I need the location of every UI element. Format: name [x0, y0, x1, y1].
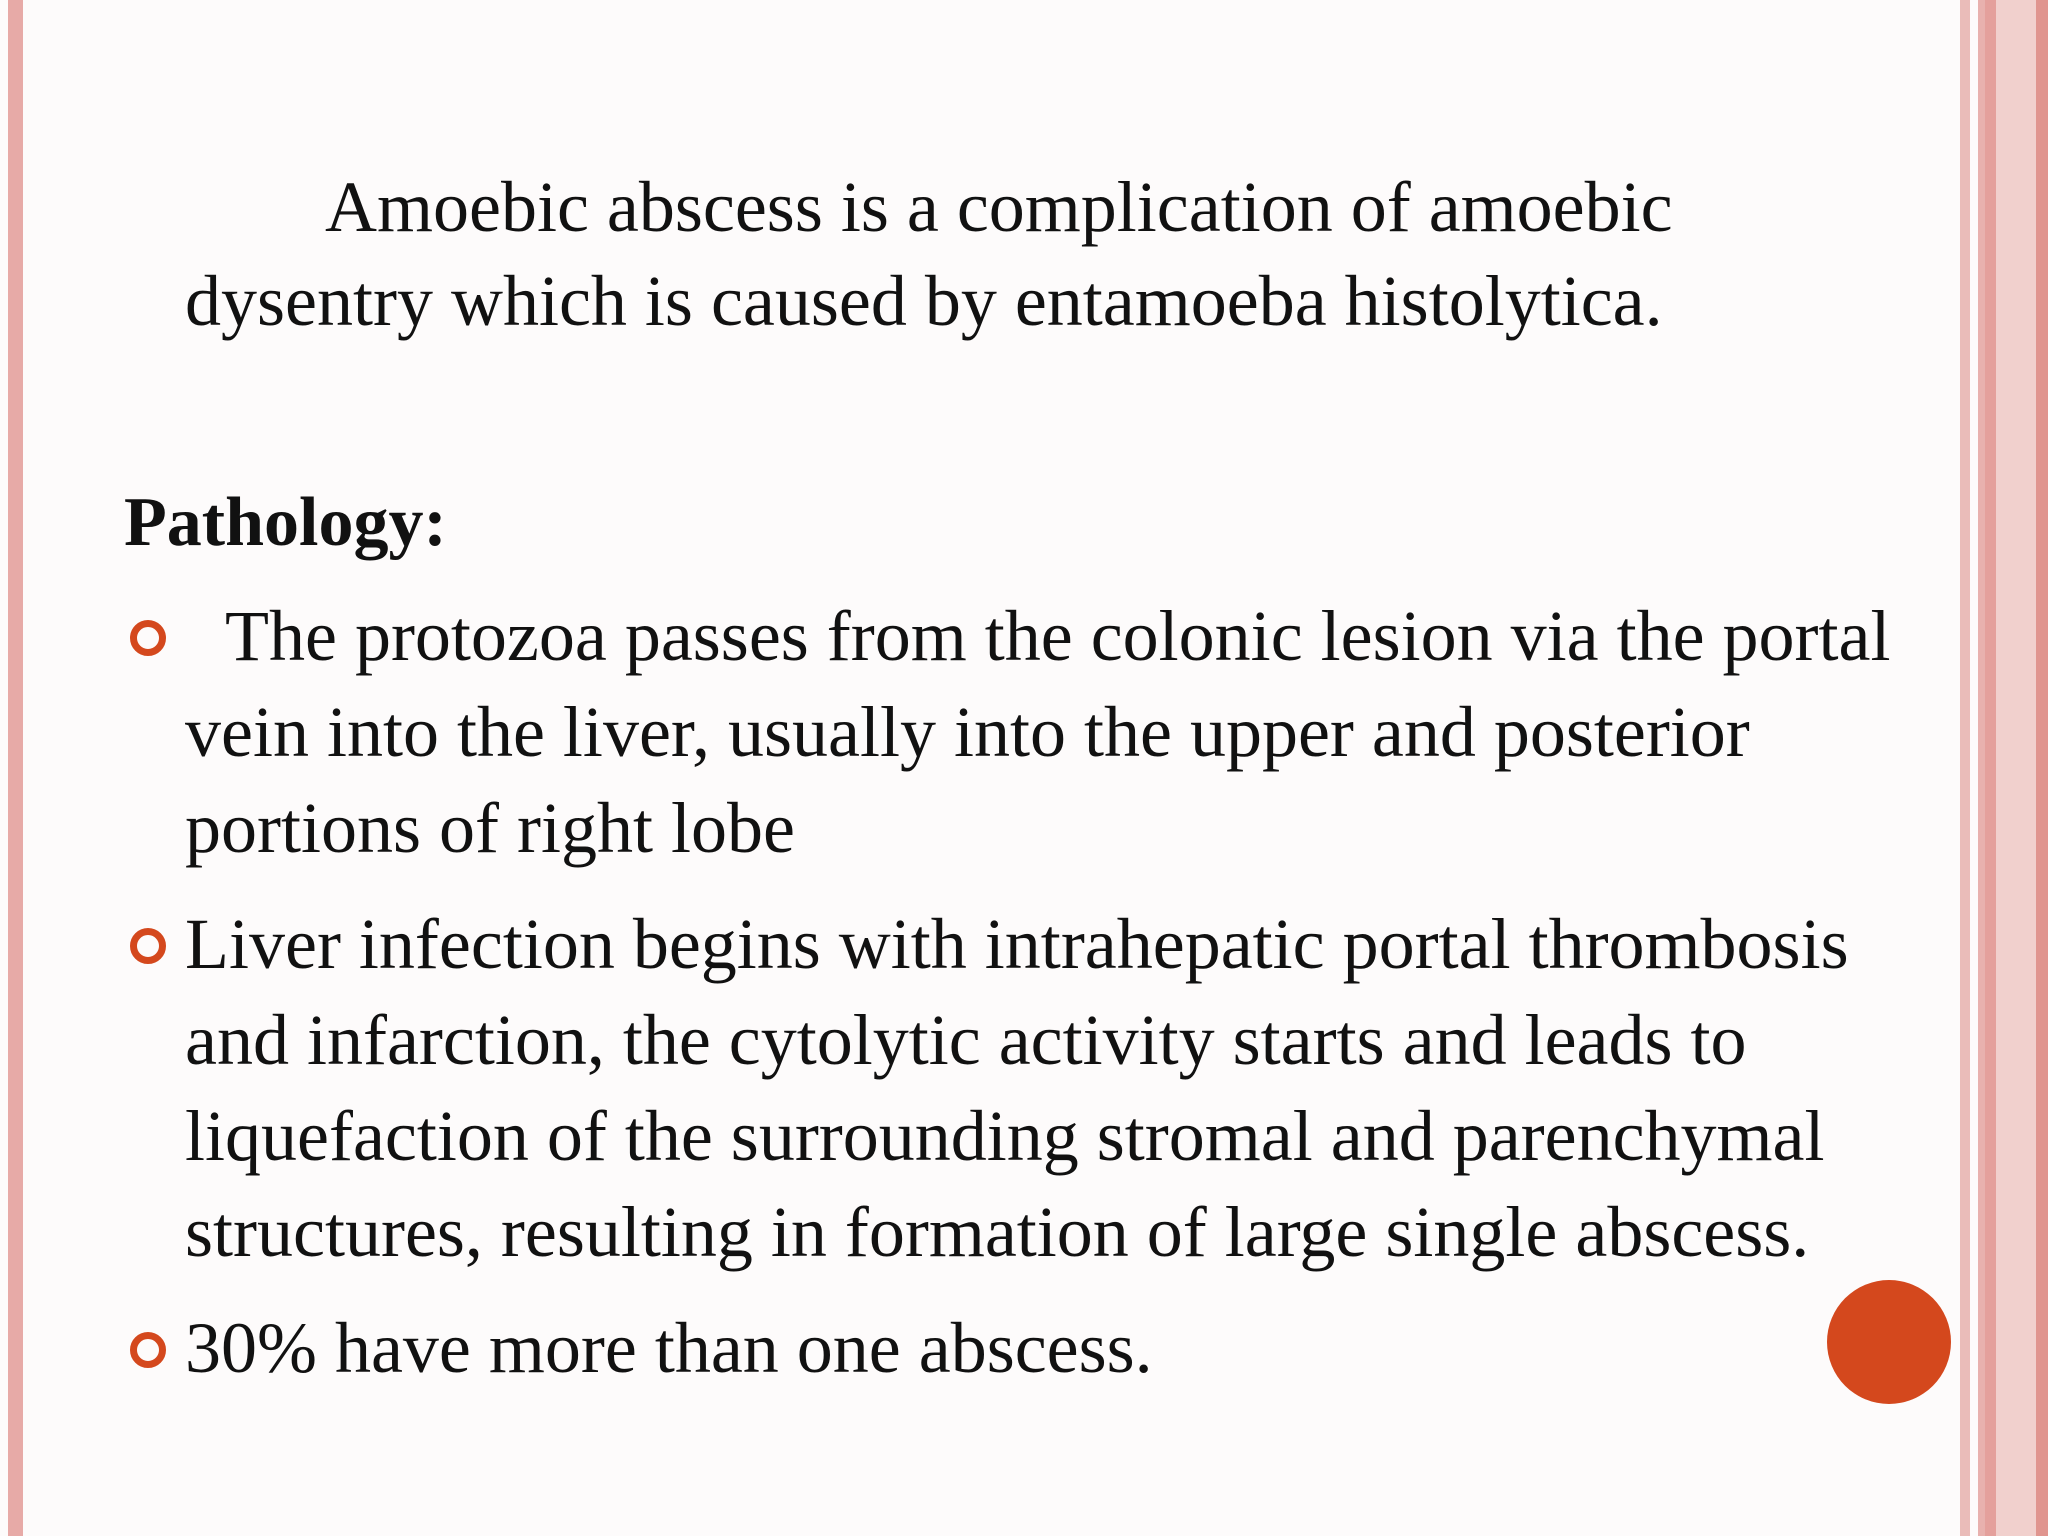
section-heading: Pathology: [124, 484, 447, 561]
hollow-circle-bullet-icon [130, 620, 166, 656]
bullet-text: The protozoa passes from the colonic lesion via the portal vein into the liver, usually into the upper and posterior portions of right lobe [185, 596, 1891, 868]
intro-paragraph: Amoebic abscess is a complication of amoebic dysentry which is caused by entamoeba histolytica. [185, 167, 1673, 341]
bullet-list [124, 588, 1904, 1416]
bullet-text: Liver infection begins with intrahepatic portal thrombosis and infarction, the cytolytic activity starts and leads to liquefaction of the surrounding stromal and parenchymal structures, resulting in formation of large single abscess. [185, 904, 1849, 1272]
right-decorative-band-inner [1996, 0, 2036, 1536]
right-decorative-band [1978, 0, 1985, 1536]
list-item [124, 1300, 1904, 1396]
left-decorative-stripe [8, 0, 23, 1536]
right-decorative-band-edge [2036, 0, 2048, 1536]
bullet-text: 30% have more than one abscess. [185, 1308, 1153, 1388]
right-decorative-band [1960, 0, 1970, 1536]
hollow-circle-bullet-icon [130, 928, 166, 964]
list-item [124, 896, 1904, 1280]
list-item [124, 588, 1904, 876]
hollow-circle-bullet-icon [130, 1332, 166, 1368]
